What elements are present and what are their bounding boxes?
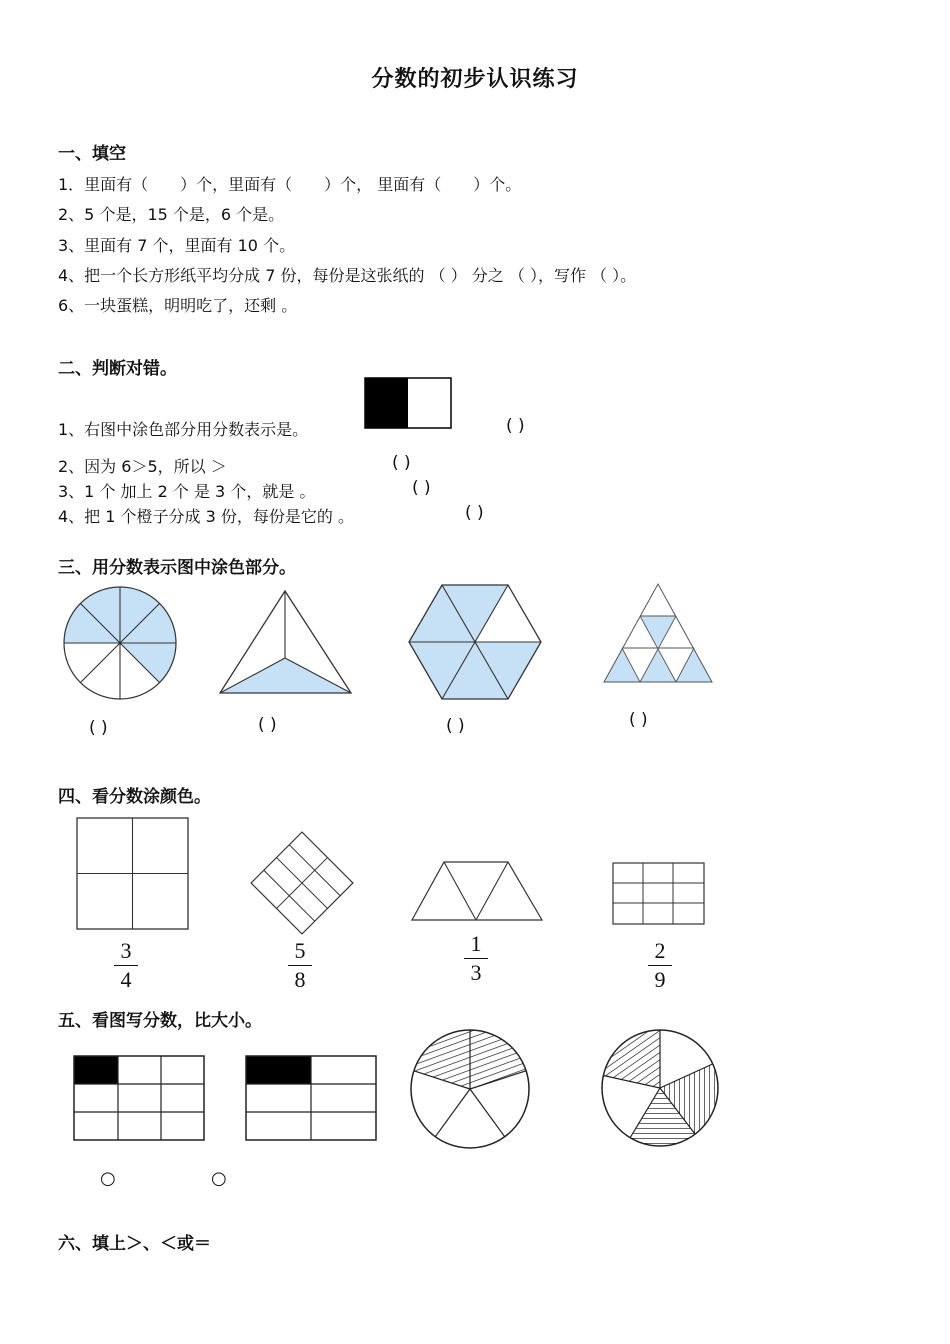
fraction-numerator: 3: [120, 938, 132, 963]
section-5-heading: 五、看图写分数，比大小。: [58, 1011, 262, 1031]
s2-question-3: 3、1 个 加上 2 个 是 3 个，就是 。: [58, 482, 316, 501]
grid-one-sixth-shaded-figure: [244, 1054, 378, 1142]
s3-answer-paren-2: ( ): [258, 715, 277, 735]
rectangle-ninths-figure: [612, 862, 706, 926]
compare-circle-2[interactable]: ○: [211, 1168, 227, 1189]
diamond-eighths-figure: [249, 830, 355, 936]
square-quarters-figure: [76, 817, 190, 931]
section-1-heading: 一、填空: [58, 144, 126, 164]
s1-question-1: 1．里面有（ ）个，里面有（ ）个， 里面有（ ）个。: [58, 175, 522, 194]
shaded-triangle-ninths-figure: [600, 582, 720, 686]
s2-answer-paren-1: ( ): [506, 416, 525, 436]
s2-answer-paren-3: ( ): [412, 478, 431, 498]
compare-circle-1[interactable]: ○: [100, 1168, 116, 1189]
s2-question-2: 2、因为 6＞5，所以 ＞: [58, 457, 227, 476]
s2-answer-paren-2: ( ): [392, 453, 411, 473]
trapezoid-thirds-figure: [410, 860, 544, 922]
shaded-circle-eighths-figure: [60, 585, 180, 705]
page-title: 分数的初步认识练习: [371, 67, 579, 92]
fraction-numerator: 2: [654, 938, 666, 963]
section-2-heading: 二、判断对错。: [58, 359, 177, 379]
fraction-denominator: 8: [294, 967, 306, 992]
s1-question-4: 4、把一个长方形纸平均分成 7 份，每份是这张纸的 （ ） 分之 （ ），写作 （ ）。: [58, 266, 637, 285]
s3-answer-paren-1: ( ): [89, 718, 108, 738]
grid-one-ninth-shaded-figure: [72, 1054, 206, 1142]
section-6-heading: 六、填上＞、＜或＝: [58, 1234, 211, 1254]
s3-answer-paren-4: ( ): [629, 710, 648, 730]
s1-question-2: 2、5 个是，15 个是，6 个是。: [58, 205, 285, 224]
circle-sixths-hatched-figure: [600, 1028, 720, 1148]
s2-question-4: 4、把 1 个橙子分成 3 份，每份是它的 。: [58, 507, 354, 526]
shaded-hexagon-sixths-figure: [405, 582, 545, 702]
fraction-three-quarters: [106, 938, 146, 993]
section-3-heading: 三、用分数表示图中涂色部分。: [58, 558, 296, 578]
fraction-denominator: 3: [470, 960, 482, 985]
circle-fifths-hatched-figure: [409, 1028, 531, 1150]
shaded-triangle-thirds-figure: [215, 588, 355, 698]
fraction-one-third: [456, 931, 496, 986]
s1-question-3: 3、里面有 7 个，里面有 10 个。: [58, 236, 296, 255]
s1-question-6: 6、一块蛋糕，明明吃了，还剩 。: [58, 296, 298, 315]
fraction-five-eighths: [280, 938, 320, 993]
half-shaded-rectangle-figure: [364, 377, 452, 429]
fraction-denominator: 9: [654, 967, 666, 992]
s2-question-1: 1、右图中涂色部分用分数表示是。: [58, 420, 309, 439]
s3-answer-paren-3: ( ): [446, 716, 465, 736]
s2-answer-paren-4: ( ): [465, 503, 484, 523]
section-4-heading: 四、看分数涂颜色。: [58, 787, 211, 807]
fraction-numerator: 1: [470, 931, 482, 956]
fraction-denominator: 4: [120, 967, 132, 992]
fraction-numerator: 5: [294, 938, 306, 963]
fraction-two-ninths: [640, 938, 680, 993]
